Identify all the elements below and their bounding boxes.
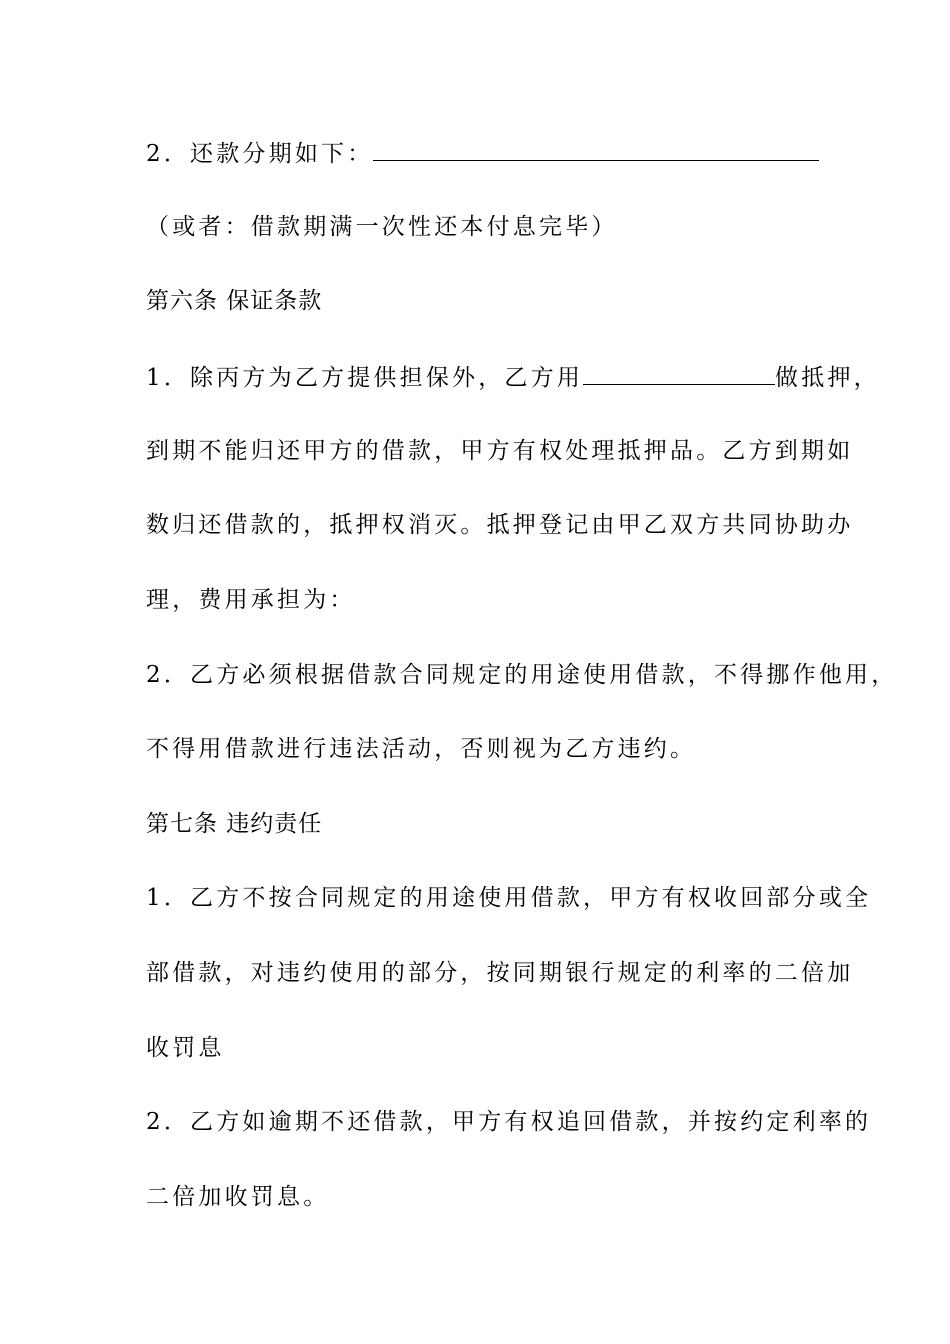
- repayment-installment-blank: [373, 138, 819, 161]
- paragraph-line: 1．乙方不按合同规定的用途使用借款，甲方有权收回部分或全: [146, 885, 872, 911]
- paragraph-line: 不得用借款进行违法活动，否则视为乙方违约。: [146, 736, 697, 762]
- paragraph-line: 2．乙方必须根据借款合同规定的用途使用借款，不得挪作他用，: [146, 662, 898, 688]
- repayment-installment-label: 2．还款分期如下：: [146, 141, 374, 167]
- paragraph-line: 部借款，对违约使用的部分，按同期银行规定的利率的二倍加: [146, 960, 854, 986]
- paragraph-line: 收罚息: [146, 1035, 225, 1061]
- paragraph-line: 到期不能归还甲方的借款，甲方有权处理抵押品。乙方到期如: [146, 438, 854, 464]
- collateral-line: [146, 362, 880, 393]
- lump-sum-note: （或者：借款期满一次性还本付息完毕）: [146, 214, 618, 240]
- paragraph-line: 2．乙方如逾期不还借款，甲方有权追回借款，并按约定利率的: [146, 1109, 872, 1135]
- article-seven-heading: 第七条 违约责任: [146, 811, 323, 837]
- paragraph-line: 二倍加收罚息。: [146, 1184, 330, 1210]
- repayment-installment-line: [146, 138, 819, 169]
- collateral-line-start: 1．除丙方为乙方提供担保外，乙方用: [146, 365, 584, 391]
- collateral-blank: [583, 362, 775, 385]
- collateral-line-end: 做抵押，: [775, 365, 880, 391]
- article-six-heading: 第六条 保证条款: [146, 288, 323, 314]
- paragraph-line: 理，费用承担为：: [146, 587, 356, 613]
- paragraph-line: 数归还借款的，抵押权消灭。抵押登记由甲乙双方共同协助办: [146, 512, 854, 538]
